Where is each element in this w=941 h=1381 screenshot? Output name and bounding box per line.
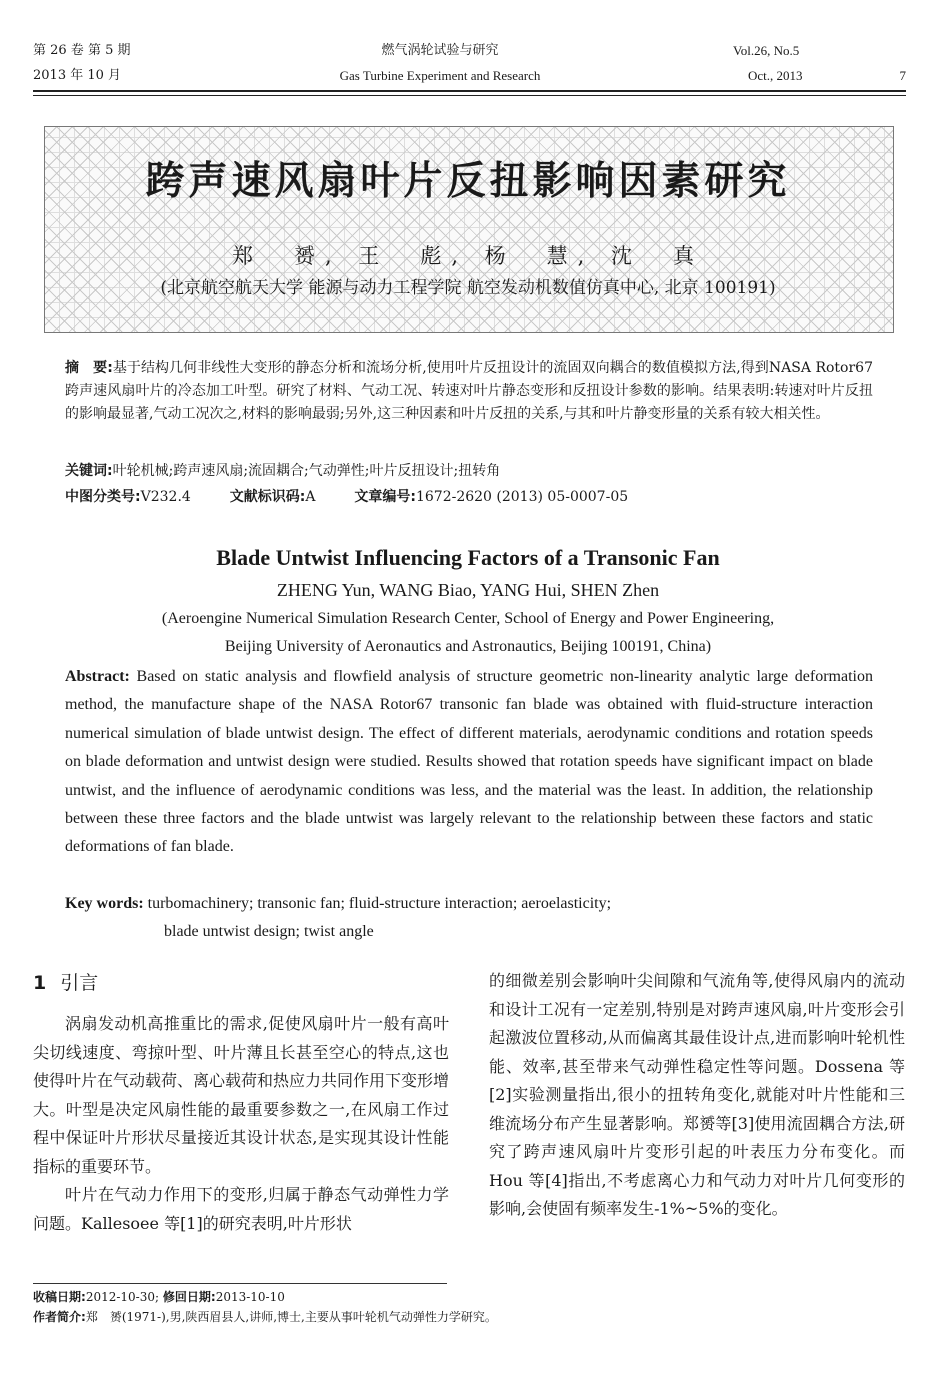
right-paragraph-1: 的细微差别会影响叶尖间隙和气流角等,使得风扇内的流动和设计工况有一定差别,特别是对跨声速风扇,叶片变形会引起激波位置移动,从而偏离其最佳设计点,进而影响叶轮机性能、效率,甚至带来气动弹性稳定性等问题。Dossena 等[2]实验测量指出,很小的扭转角变化,就能对叶片性能和三维流场分布产生显著影响。郑赟等[3]使用流固耦合方法,研究了跨声速风扇叶片变形引起的叶表压力分布变化。而 Hou 等[4]指出,不考虑离心力和气动力对叶片几何变形的影响,会使固有频率发生-1%~5%的变化。 <box>489 971 905 1218</box>
article-number-label: 文章编号: <box>354 489 416 505</box>
page-number: 7 <box>899 68 906 83</box>
revised-date: 2013-10-10 <box>215 1290 285 1304</box>
clc-value: V232.4 <box>140 489 191 505</box>
left-column <box>33 1010 449 1238</box>
affiliation-en-line1: (Aeroengine Numerical Simulation Research Center, School of Energy and Power Engineering, <box>161 610 775 627</box>
received-date: 2012-10-30; <box>85 1290 160 1304</box>
right-column <box>489 967 905 1224</box>
section-title: 引言 <box>60 972 99 994</box>
authors-en: ZHENG Yun, WANG Biao, YANG Hui, SHEN Zhen <box>276 580 660 600</box>
header-date-cn: 2013 年 10 月 <box>33 68 122 83</box>
left-paragraph-2: 叶片在气动力作用下的变形,归属于静态气动弹性力学问题。Kallesoee 等[1]的研究表明,叶片形状 <box>33 1185 449 1233</box>
author-bio-label: 作者简介: <box>33 1310 86 1324</box>
section-heading <box>33 970 98 996</box>
keywords-cn-text: 叶轮机械;跨声速风扇;流固耦合;气动弹性;叶片反扭设计;扭转角 <box>112 463 501 479</box>
abstract-cn-label: 摘 要: <box>65 360 113 376</box>
affiliation-en-line2: Beijing University of Aeronautics and Astronautics, Beijing 100191, China) <box>224 638 712 655</box>
title-en: Blade Untwist Influencing Factors of a Transonic Fan <box>216 545 720 570</box>
abstract-en <box>65 663 873 862</box>
header-journal-en: Gas Turbine Experiment and Research <box>339 68 541 83</box>
article-number-value: 1672-2620 (2013) 05-0007-05 <box>415 489 629 505</box>
header-volume-en: Vol.26, No.5 <box>733 43 800 58</box>
abstract-en-text: Based on static analysis and flowfield analysis of structure geometric non-linearity analytic large deformation method, the manufacture shape of the NASA Rotor67 transonic fan blade was obtained with fluid-structure interaction numerical simulation of blade untwist design. The effect of different materials, aerodynamic conditions and rotation speeds on blade deformation and untwist design were studied. Results showed that rotation speeds have significant impact on blade untwist, and the influence of aerodynamic conditions was less, and the material was the least. In addition, the relationship between these three factors and the blade untwist was largely relevant to the relationship between these factors and static deformations of fan blade. <box>65 668 873 856</box>
abstract-en-label: Abstract: <box>65 668 130 685</box>
title-cn: 跨声速风扇叶片反扭影响因素研究 <box>145 159 791 204</box>
section-number: 1 <box>33 972 47 994</box>
abstract-cn <box>65 357 873 426</box>
header-date-en: Oct., 2013 <box>748 68 803 83</box>
authors-cn: 郑 赟, 王 彪, 杨 慧, 沈 真 <box>231 244 705 268</box>
keywords-cn-label: 关键词: <box>65 463 113 479</box>
header-journal-cn: 燃气涡轮试验与研究 <box>381 43 499 58</box>
doc-code-value: A <box>305 489 316 505</box>
abstract-cn-text: 基于结构几何非线性大变形的静态分析和流场分析,使用叶片反扭设计的流固双向耦合的数值模拟方法,得到NASA Rotor67跨声速风扇叶片的冷态加工叶型。研究了材料、气动工况、转速对叶片静态变形和反扭设计参数的影响。结果表明:转速对叶片反扭的影响最显著,气动工况次之,材料的影响最弱;另外,这三种因素和叶片反扭的关系,与其和叶片静变形量的关系有较大相关性。 <box>65 360 873 422</box>
keywords-en-line1: turbomachinery; transonic fan; fluid-structure interaction; aeroelasticity; <box>147 895 612 912</box>
doc-code-label: 文献标识码: <box>229 489 306 505</box>
footnote-rule <box>33 1283 447 1284</box>
keywords-cn <box>65 461 500 481</box>
footnote-author <box>33 1308 497 1326</box>
header-volume-cn: 第 26 卷 第 5 期 <box>33 43 131 58</box>
classification-line <box>65 487 628 507</box>
received-label: 收稿日期: <box>33 1290 86 1304</box>
clc-label: 中图分类号: <box>65 489 141 505</box>
revised-label: 修回日期: <box>162 1290 216 1304</box>
affiliation-cn: (北京航空航天大学 能源与动力工程学院 航空发动机数值仿真中心, 北京 100191) <box>160 278 776 298</box>
keywords-en-line2: blade untwist design; twist angle <box>164 923 374 941</box>
header-rule-thin <box>33 95 906 96</box>
header-rule-thick <box>33 90 906 92</box>
footnote-dates <box>33 1288 285 1306</box>
keywords-en-label: Key words: <box>65 895 144 912</box>
left-paragraph-1: 涡扇发动机高推重比的需求,促使风扇叶片一般有高叶尖切线速度、弯掠叶型、叶片薄且长甚至空心的特点,这也使得叶片在气动载荷、离心载荷和热应力共同作用下变形增大。叶型是决定风扇性能的最重要参数之一,在风扇工作过程中保证叶片形状尽量接近其设计状态,是实现其设计性能指标的重要环节。 <box>33 1014 450 1176</box>
keywords-en <box>65 890 873 947</box>
author-bio-text: 郑 赟(1971-),男,陕西眉县人,讲师,博士,主要从事叶轮机气动弹性力学研究。 <box>85 1310 497 1324</box>
